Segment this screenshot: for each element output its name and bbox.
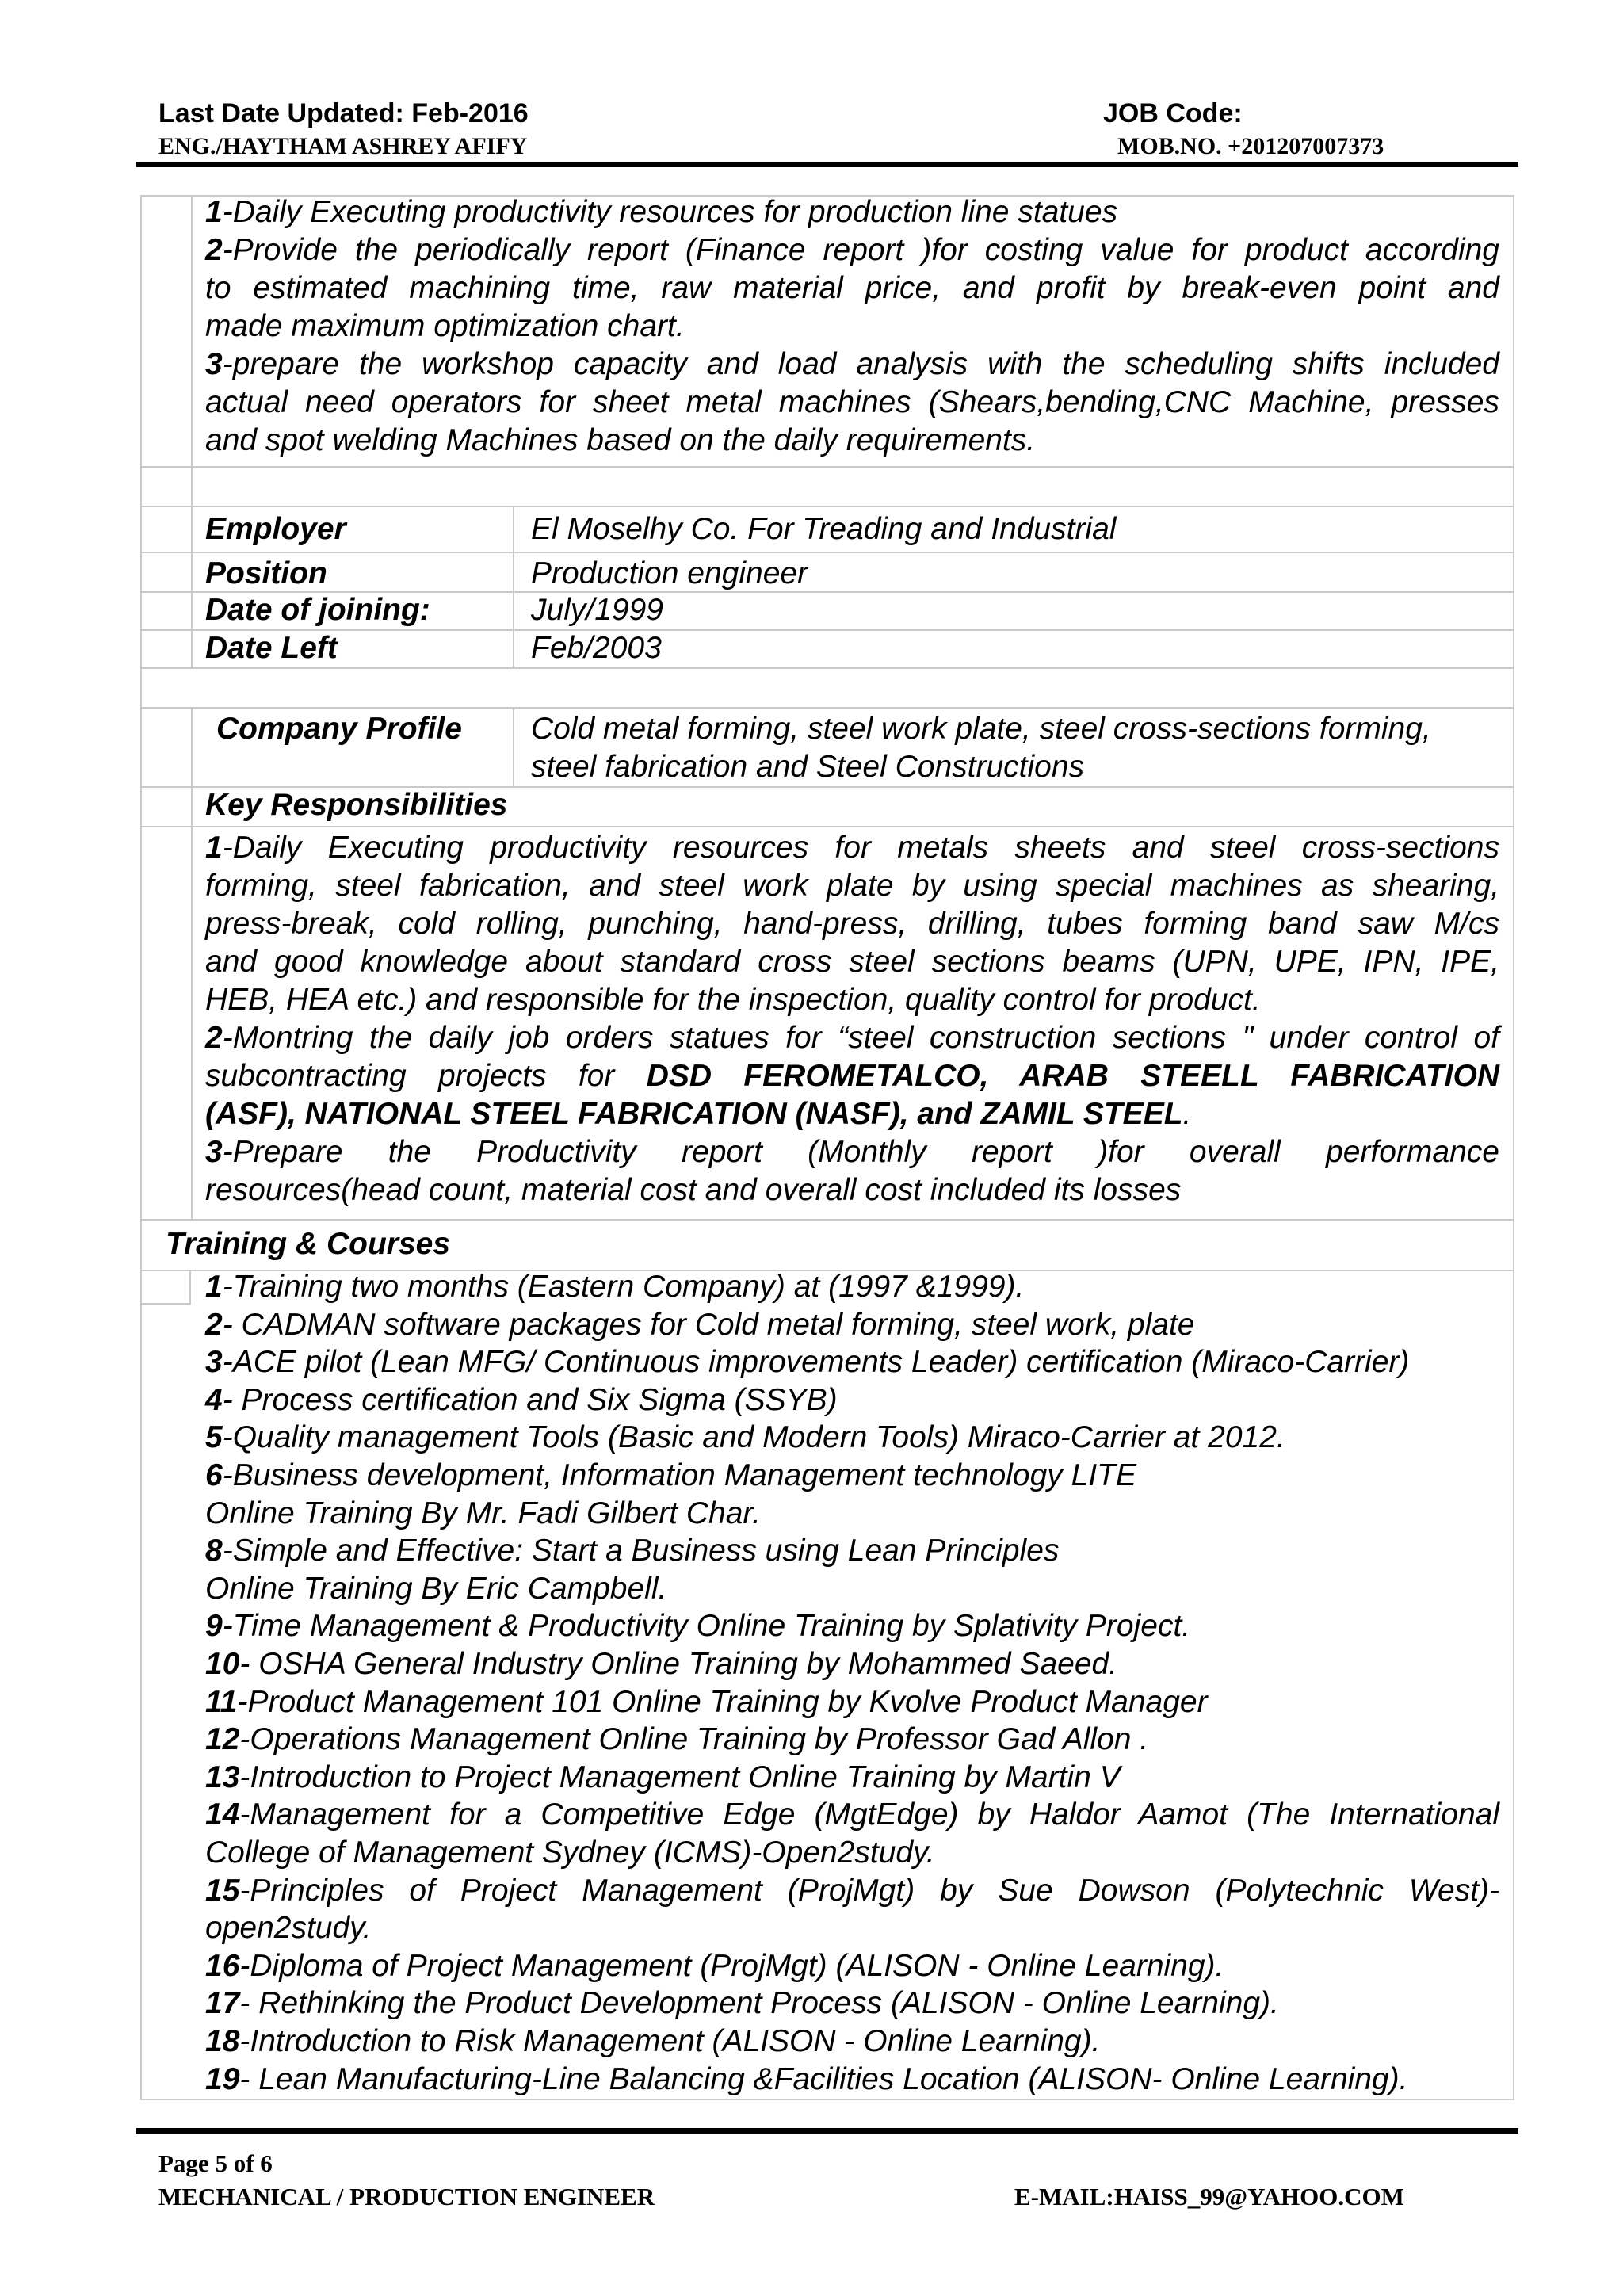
joining-value: July/1999	[531, 593, 663, 627]
gutter-cell	[142, 788, 193, 826]
company-profile-label: Company Profile	[216, 712, 462, 746]
header-rule	[136, 162, 1518, 167]
duty-line: 1-Daily Executing productivity resources for production line statues	[205, 195, 1118, 229]
duty-line: made maximum optimization chart.	[205, 309, 685, 343]
training-item: 17- Rethinking the Product Development Process (ALISON - Online Learning).	[205, 1986, 1279, 2021]
training-item: 2- CADMAN software packages for Cold metal forming, steel work, plate	[205, 1307, 1195, 1342]
training-item: 5-Quality management Tools (Basic and Modern Tools) Miraco-Carrier at 2012.	[205, 1420, 1285, 1455]
resp-line: subcontracting projects for DSD FEROMETALCO, ARAB STEELL FABRICATION	[205, 1059, 1499, 1093]
duty-line: to estimated machining time, raw material price, and profit by break-even point and	[205, 271, 1499, 305]
spacer-row	[142, 466, 1513, 506]
position-value: Production engineer	[531, 556, 808, 590]
duty-line: 2-Provide the periodically report (Finance report )for costing value for product according	[205, 233, 1499, 267]
page-number: Page 5 of 6	[158, 2149, 273, 2177]
previous-duties-row	[142, 197, 1513, 466]
training-item: 9-Time Management & Productivity Online Training by Splativity Project.	[205, 1609, 1191, 1644]
duty-line: 3-prepare the workshop capacity and load analysis with the scheduling shifts included	[205, 347, 1499, 381]
training-item: 3-ACE pilot (Lean MFG/ Continuous improvements Leader) certification (Miraco-Carrier)	[205, 1345, 1410, 1380]
joining-row	[142, 591, 1513, 629]
training-item: 18-Introduction to Risk Management (ALISON - Online Learning).	[205, 2024, 1101, 2058]
position-label: Position	[205, 556, 327, 590]
training-item: 16-Diploma of Project Management (ProjMgt) (ALISON - Online Learning).	[205, 1948, 1224, 1983]
last-updated: Last Date Updated: Feb-2016	[158, 98, 529, 128]
resp-line: 2-Montring the daily job orders statues for “steel construction sections " under control of	[205, 1021, 1499, 1055]
gutter-cell	[142, 197, 193, 466]
employer-label: Employer	[205, 512, 346, 546]
training-item: Online Training By Eric Campbell.	[205, 1571, 667, 1606]
training-item: 13-Introduction to Project Management Online Training by Martin V	[205, 1759, 1121, 1794]
training-heading-row	[142, 1219, 1513, 1270]
training-item: 11-Product Management 101 Online Training by Kvolve Product Manager	[205, 1684, 1208, 1719]
resp-line: 1-Daily Executing productivity resources for metals sheets and steel cross-sections	[205, 831, 1499, 865]
cv-table	[140, 195, 1514, 2100]
resp-line: HEB, HEA etc.) and responsible for the inspection, quality control for product.	[205, 983, 1261, 1017]
gutter-cell	[142, 468, 193, 506]
training-item: 19- Lean Manufacturing-Line Balancing &Facilities Location (ALISON- Online Learning).	[205, 2061, 1408, 2096]
training-item: 12-Operations Management Online Training by Professor Gad Allon .	[205, 1722, 1149, 1757]
employer-row	[142, 506, 1513, 552]
gutter-cell	[142, 1271, 191, 1305]
resp-line: press-break, cold rolling, punching, hand-press, drilling, tubes forming band saw M/cs	[205, 907, 1499, 941]
training-item: open2study.	[205, 1911, 372, 1946]
gutter-cell	[142, 593, 193, 629]
gutter-cell	[142, 827, 193, 1219]
training-item: 4- Process certification and Six Sigma (SSYB)	[205, 1382, 838, 1417]
job-code: JOB Code:	[1103, 98, 1243, 128]
gutter-cell	[142, 709, 193, 786]
key-resp-heading-row	[142, 786, 1513, 826]
training-item: 10- OSHA General Industry Online Training by Mohammed Saeed.	[205, 1647, 1118, 1681]
footer-rule	[136, 2128, 1518, 2134]
position-row	[142, 552, 1513, 591]
duty-line: and spot welding Machines based on the daily requirements.	[205, 423, 1036, 457]
training-title: Training & Courses	[166, 1227, 451, 1261]
gutter-cell	[142, 631, 193, 667]
resp-line: resources(head count, material cost and overall cost included its losses	[205, 1173, 1182, 1207]
training-item: 6-Business development, Information Management technology LITE	[205, 1458, 1137, 1492]
training-item: 14-Management for a Competitive Edge (MgtEdge) by Haldor Aamot (The International	[205, 1797, 1499, 1832]
key-resp-label: Key Responsibilities	[205, 788, 508, 822]
training-item: 1-Training two months (Eastern Company) at (1997 &1999).	[205, 1270, 1025, 1304]
mobile-number: MOB.NO. +201207007373	[1117, 133, 1384, 159]
company-profile-line-2: steel fabrication and Steel Constructions	[531, 750, 1085, 784]
training-item: 15-Principles of Project Management (ProjMgt) by Sue Dowson (Polytechnic West)-	[205, 1873, 1499, 1908]
training-item: 8-Simple and Effective: Start a Business using Lean Principles	[205, 1534, 1060, 1568]
resp-line: (ASF), NATIONAL STEEL FABRICATION (NASF), and ZAMIL STEEL.	[205, 1097, 1192, 1131]
resp-line: forming, steel fabrication, and steel work plate by using special machines as shearing,	[205, 869, 1499, 903]
company-profile-row	[142, 707, 1513, 786]
spacer-row	[142, 667, 1513, 707]
date-left-row	[142, 629, 1513, 667]
footer-role: MECHANICAL / PRODUCTION ENGINEER	[158, 2183, 655, 2210]
training-row	[142, 1270, 1513, 2099]
duty-line: actual need operators for sheet metal machines (Shears,bending,CNC Machine, presses	[205, 385, 1499, 419]
joining-label: Date of joining:	[205, 593, 430, 627]
training-item: College of Management Sydney (ICMS)-Open2study.	[205, 1836, 935, 1870]
employer-value: El Moselhy Co. For Treading and Industrial	[531, 512, 1117, 546]
resp-line: and good knowledge about standard cross steel sections beams (UPN, UPE, IPN, IPE,	[205, 945, 1499, 979]
resp-line: 3-Prepare the Productivity report (Monthly report )for overall performance	[205, 1135, 1499, 1169]
company-profile-line-1: Cold metal forming, steel work plate, steel cross-sections forming,	[531, 712, 1431, 746]
gutter-cell	[142, 507, 193, 552]
gutter-cell	[142, 553, 193, 591]
engineer-name: ENG./HAYTHAM ASHREY AFIFY	[158, 133, 528, 159]
date-left-value: Feb/2003	[531, 631, 662, 665]
footer-email: E-MAIL:HAISS_99@YAHOO.COM	[1014, 2183, 1404, 2210]
key-resp-row	[142, 826, 1513, 1219]
training-item: Online Training By Mr. Fadi Gilbert Char.	[205, 1496, 761, 1530]
date-left-label: Date Left	[205, 631, 338, 665]
